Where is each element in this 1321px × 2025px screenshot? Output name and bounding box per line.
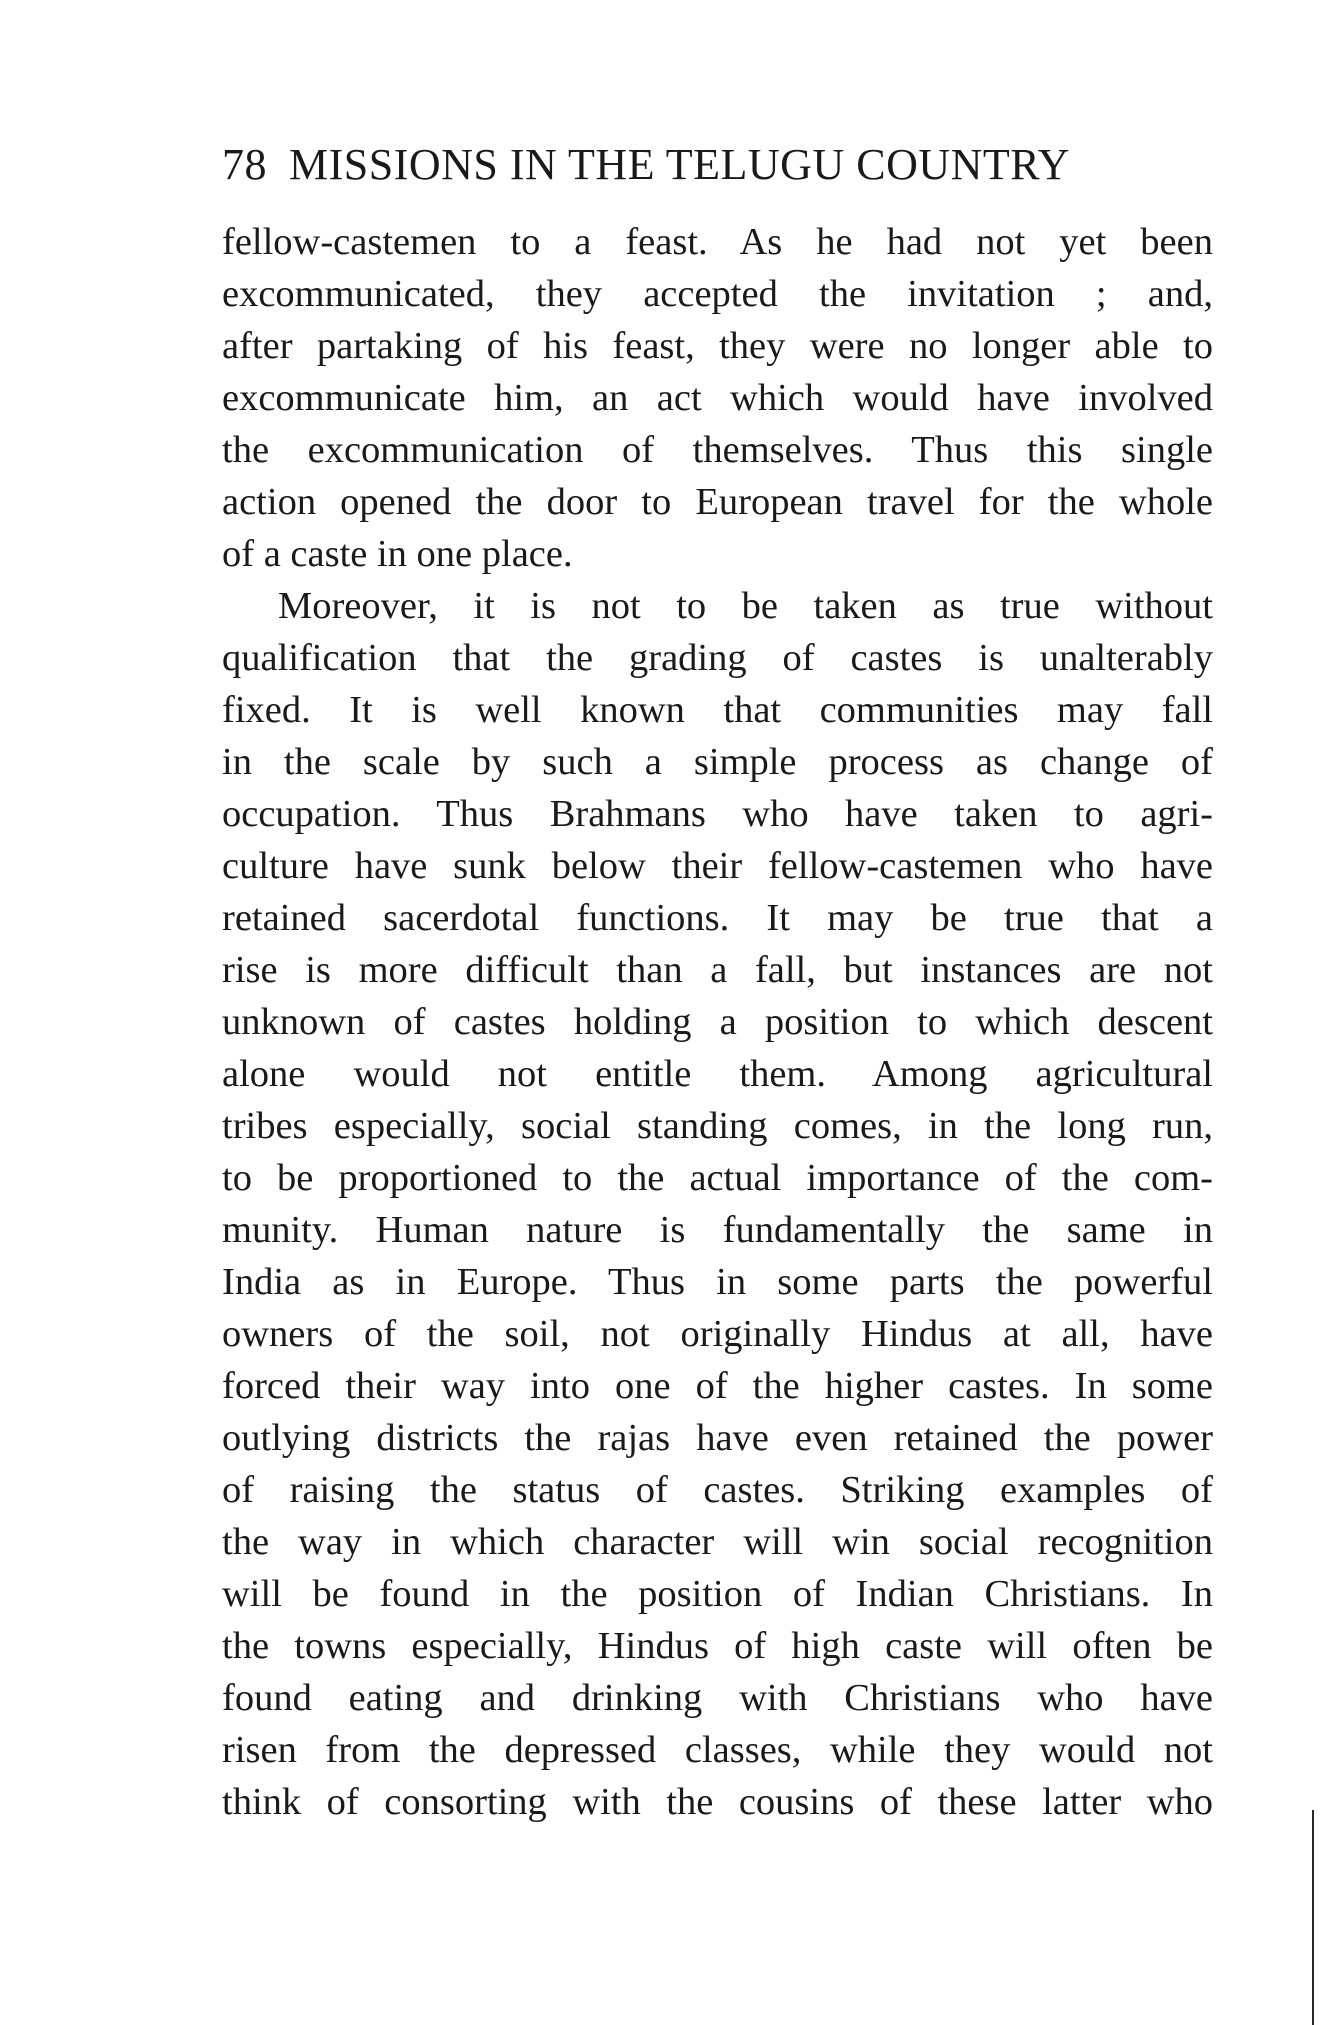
text-line: in the scale by such a simple process as change of: [222, 741, 1213, 783]
text-line: will be found in the position of Indian Christians. In: [222, 1573, 1213, 1615]
text-line: found eating and drinking with Christians who have: [222, 1677, 1213, 1719]
text-line: rise is more difficult than a fall, but instances are not: [222, 949, 1213, 991]
text-line: outlying districts the rajas have even retained the power: [222, 1417, 1213, 1459]
body-text: [222, 216, 1213, 1828]
running-title: MISSIONS IN THE TELUGU COUNTRY: [289, 140, 1070, 189]
text-line: action opened the door to European travel for the whole: [222, 481, 1213, 523]
text-line: the excommunication of themselves. Thus this single: [222, 429, 1213, 471]
text-line: culture have sunk below their fellow-castemen who have: [222, 845, 1213, 887]
text-line: excommunicate him, an act which would have involved: [222, 377, 1213, 419]
text-line: munity. Human nature is fundamentally the same in: [222, 1209, 1213, 1251]
text-line: alone would not entitle them. Among agricultural: [222, 1053, 1213, 1095]
text-line: retained sacerdotal functions. It may be true that a: [222, 897, 1213, 939]
text-line: of raising the status of castes. Striking examples of: [222, 1469, 1213, 1511]
text-line: fellow-castemen to a feast. As he had not yet been: [222, 221, 1213, 263]
text-line: excommunicated, they accepted the invitation ; and,: [222, 273, 1213, 315]
text-line: the way in which character will win social recognition: [222, 1521, 1213, 1563]
text-line: forced their way into one of the higher castes. In some: [222, 1365, 1213, 1407]
text-line: of a caste in one place.: [222, 533, 573, 575]
text-line: occupation. Thus Brahmans who have taken to agri-: [222, 793, 1213, 835]
text-line: think of consorting with the cousins of these latter who: [222, 1781, 1213, 1823]
page-number: 78: [222, 140, 267, 189]
text-line: after partaking of his feast, they were no longer able to: [222, 325, 1213, 367]
text-line: fixed. It is well known that communities may fall: [222, 689, 1213, 731]
text-line: risen from the depressed classes, while they would not: [222, 1729, 1213, 1771]
text-line: unknown of castes holding a position to which descent: [222, 1001, 1213, 1043]
text-line: Moreover, it is not to be taken as true without: [278, 585, 1213, 627]
text-line: India as in Europe. Thus in some parts the powerful: [222, 1261, 1213, 1303]
text-line: to be proportioned to the actual importance of the com-: [222, 1157, 1213, 1199]
text-line: owners of the soil, not originally Hindus at all, have: [222, 1313, 1213, 1355]
page-edge-line: [1312, 1810, 1314, 2025]
running-head: [222, 135, 1222, 195]
text-line: qualification that the grading of castes is unalterably: [222, 637, 1213, 679]
text-line: the towns especially, Hindus of high caste will often be: [222, 1625, 1213, 1667]
text-line: tribes especially, social standing comes, in the long run,: [222, 1105, 1213, 1147]
